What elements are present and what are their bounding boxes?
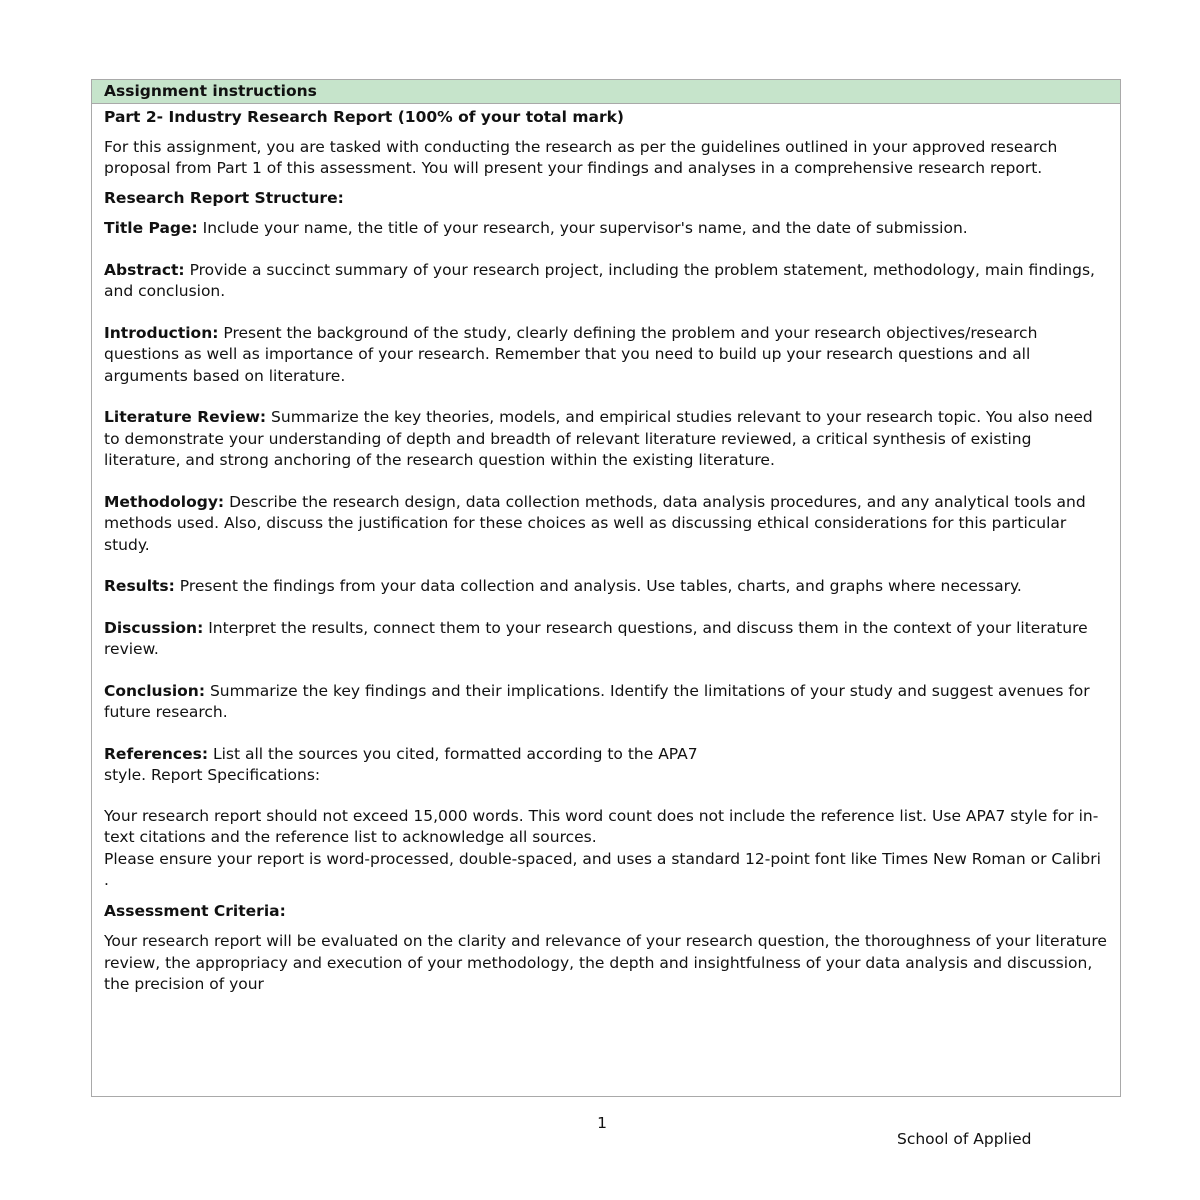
section-label: Discussion:	[104, 618, 204, 637]
section-label: Title Page:	[104, 219, 198, 237]
section-text: Summarize the key theories, models, and empirical studies relevant to your research topic. You also need to demonstrate your understanding of depth and breadth of relevant literature reviewed, a critical synthesis of existing literature, and strong anchoring of the research question within the existing literature.	[104, 408, 1093, 469]
section-text: Provide a succinct summary of your research project, including the problem statement, methodology, main findings, and conclusion.	[104, 260, 1095, 300]
section-label: Literature Review:	[104, 408, 267, 426]
footer-text: School of Applied	[897, 1130, 1032, 1148]
table-header: Assignment instructions	[92, 80, 1120, 104]
section-text: Present the background of the study, clearly defining the problem and your research objectives/research questions as well as importance of your research. Remember that you need to build up your research questions and all arguments based on literature.	[104, 323, 1038, 385]
instructions-content	[92, 107, 1120, 996]
section-conclusion	[104, 681, 1110, 724]
section-text: Describe the research design, data collection methods, data analysis procedures, and any analytical tools and methods used. Also, discuss the justification for these choices as well as discussing ethical considerations for this particular study.	[104, 492, 1086, 554]
section-literature-review	[104, 407, 1110, 472]
spec-paragraph-2: Please ensure your report is word-processed, double-spaced, and uses a standard 12-point font like Times New Roman or Calibri .	[104, 849, 1101, 889]
instructions-table	[91, 79, 1121, 1097]
section-discussion	[104, 618, 1110, 661]
structure-heading: Research Report Structure:	[104, 188, 344, 207]
spec-paragraph-1: Your research report should not exceed 15,000 words. This word count does not include the reference list. Use APA7 style for in-text citations and the reference list to acknowledge all sources.	[104, 806, 1099, 846]
section-label: Abstract:	[104, 260, 185, 279]
section-results	[104, 576, 1110, 598]
part-title: Part 2- Industry Research Report (100% of your total mark)	[104, 108, 624, 126]
section-label: Conclusion:	[104, 681, 206, 700]
section-continuation: style. Report Specifications:	[104, 766, 321, 784]
section-label: Results:	[104, 577, 175, 595]
intro-paragraph: For this assignment, you are tasked with conducting the research as per the guidelines outlined in your approved research proposal from Part 1 of this assessment. You will present your findings and analyses in a comprehensive research report.	[104, 137, 1058, 177]
section-text: Present the findings from your data collection and analysis. Use tables, charts, and graphs where necessary.	[174, 577, 1022, 595]
criteria-paragraph: Your research report will be evaluated on the clarity and relevance of your research question, the thoroughness of your literature review, the appropriacy and execution of your methodology, the depth and insightfulness of your data analysis and discussion, the precision of your	[104, 932, 1107, 993]
section-label: Methodology:	[104, 492, 225, 511]
section-label: References:	[104, 744, 209, 763]
section-introduction	[104, 323, 1110, 388]
page-number: 1	[597, 1114, 607, 1132]
section-text: List all the sources you cited, formatted according to the APA7	[208, 744, 698, 763]
section-text: Summarize the key findings and their implications. Identify the limitations of your study and suggest avenues for future research.	[104, 681, 1090, 721]
section-abstract	[104, 260, 1110, 303]
section-label: Introduction:	[104, 323, 219, 342]
criteria-heading: Assessment Criteria:	[104, 901, 286, 920]
section-references	[104, 744, 1110, 787]
section-text: Interpret the results, connect them to your research questions, and discuss them in the context of your literature review.	[104, 618, 1088, 658]
section-methodology	[104, 492, 1110, 557]
section-text: Include your name, the title of your research, your supervisor's name, and the date of submission.	[197, 219, 968, 237]
section-title-page	[104, 218, 1110, 240]
